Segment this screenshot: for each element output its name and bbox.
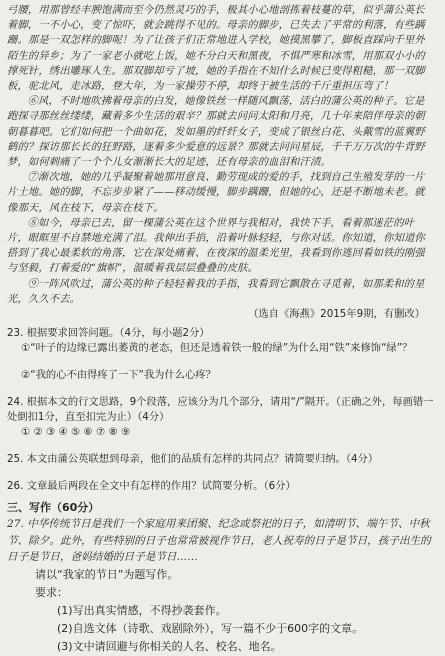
passage-paragraph-9: ⑨一阵风吹过，蒲公英的种子轻轻着我的手指，我看到它飘散在寻觅着，如那柔和的星光，久久不去。 — [7, 277, 425, 305]
writing-prompt: 请以“我家的节日”为题写作。 — [35, 567, 179, 581]
question-23-part-2: ②“我的心不由得疼了一下”我为什么心疼？ — [21, 369, 216, 382]
passage-paragraph-5: 弓腰，用那曾经丰腴饱满而至今仍然灵巧的手，极其小心地剖拣着枝蔓的草，似乎蒲公英长着脚，一不小心，变了惊吓，就会跳得不见的。母亲的脚步，已失去了平常的利落，有些蹒跚。那是一双怎样的脚呢！为了让孩子们正常地进入学校，她摸黑攀了，脚板直踩向千里外陌生的异乡；为了一家老小就吃上饭，她不分白天和黑夜，不惧严寒和冰雪，用那双小小的撑死针，绣出雕琢人生。那双脚却亏了坡，她的手指在不知什么时候已变得粗糙，那一双脚板，驼北风，走冰路，登大年，为一家操劳不停，却终于被生活的千斤重担压弯了！ — [7, 4, 425, 93]
question-24: 24. 根据本文的行文思路，9个段落，应该分为几个部分，请用“/”隔开。（正确之外，每画错一处倒扣1分，直至扣完为止）（4分） — [7, 396, 434, 424]
writing-requirement-2: (2)自选文体（诗歌、戏剧除外），写一篇不少于600字的文章。 — [57, 621, 364, 635]
question-26: 26. 文章最后两段在全文中有怎样的作用？试简要分析。（6分） — [7, 480, 296, 493]
question-23-part-1: ①“叶子的边缘已露出萎黄的老态，但还是透着铁一般的绿”为什么用“铁”来修饰“绿”？ — [21, 342, 413, 355]
question-27: 27. 中华传统节日是我们一个家庭用来团聚、纪念或祭祀的日子，如清明节、端午节、中秋节、除夕。此外，有些特别的日子也常常被视作节日，老人祝寿的日子是节日，孩子出生的日子是节日，爸妈结婚的日子是节日…… — [7, 518, 431, 564]
question-23: 23. 根据要求回答问题。（4分，每小题2分） — [7, 327, 210, 340]
writing-requirement-1: (1)写出真实情感，不得抄袭套作。 — [57, 603, 227, 617]
question-24-options: ① ② ③ ④ ⑤ ⑥ ⑦ ⑧ ⑨ — [21, 426, 131, 439]
writing-requirements-label: 要求： — [35, 585, 68, 599]
section-heading-writing: 三、写作（60分） — [7, 501, 100, 515]
passage-source: （选自《海燕》2015年9期，有删改） — [248, 308, 425, 321]
question-25: 25. 本文由蒲公英联想到母亲，他们的品质有怎样的共同点？请简要归纳。（4分） — [7, 453, 379, 466]
passage-paragraph-6: ⑥风，不时地吹拂着母亲的白发，她像铁丝一样随风飘荡，活白的蒲公英的种子。它是跑探寻那丝丝缕缕，藏着多少生活的艰辛？那就去问问太阳和月亮，几十年来陪伴母亲的朝朝暮暮吧。它们如何把一个曲如花，发如墨的纤纤女子，变成了银丝白花、头戴雪的蓝翼野鹤的？探访那长长的狂野路，逐着多少爱意的远景？那就去问问星辰，千千万万次的牛背野梦，如何刺痛了一个个儿女渐渐长大的足迹，还有母亲的血泪和汗渍。 — [7, 95, 425, 169]
passage-paragraph-8: ⑧如今，母亲已去，留一棵蒲公英在这个世界与我相对，我快下手，看着那迷茫的叶片，眼眶里不自禁地充满了泪。我伸出手掐，沿着叶脉轻轻，与你对话。你知道，你知道你搭到了我心最柔软的角落，它在深处痛着、在夜深的温柔光里，我看到你逃回看如铁的刚强与坚毅，打着爱的“旗帜”，温暖着我层层叠叠的皮肤。 — [7, 216, 425, 275]
writing-requirement-3: (3)文中请回避与你相关的人名、校名、地名。 — [57, 639, 282, 653]
passage-paragraph-7: ⑦渐次地，她的几乎凝聚着她那用意良、勤劳现成的爱的手，找到自己生殖发芽的一片片土地。她的脚，不忘步步紧了——移动缓慢，脚步蹒跚，但她的心，还是不断地未老。就像那天，风在枝下，母亲在枝下。 — [7, 171, 425, 214]
